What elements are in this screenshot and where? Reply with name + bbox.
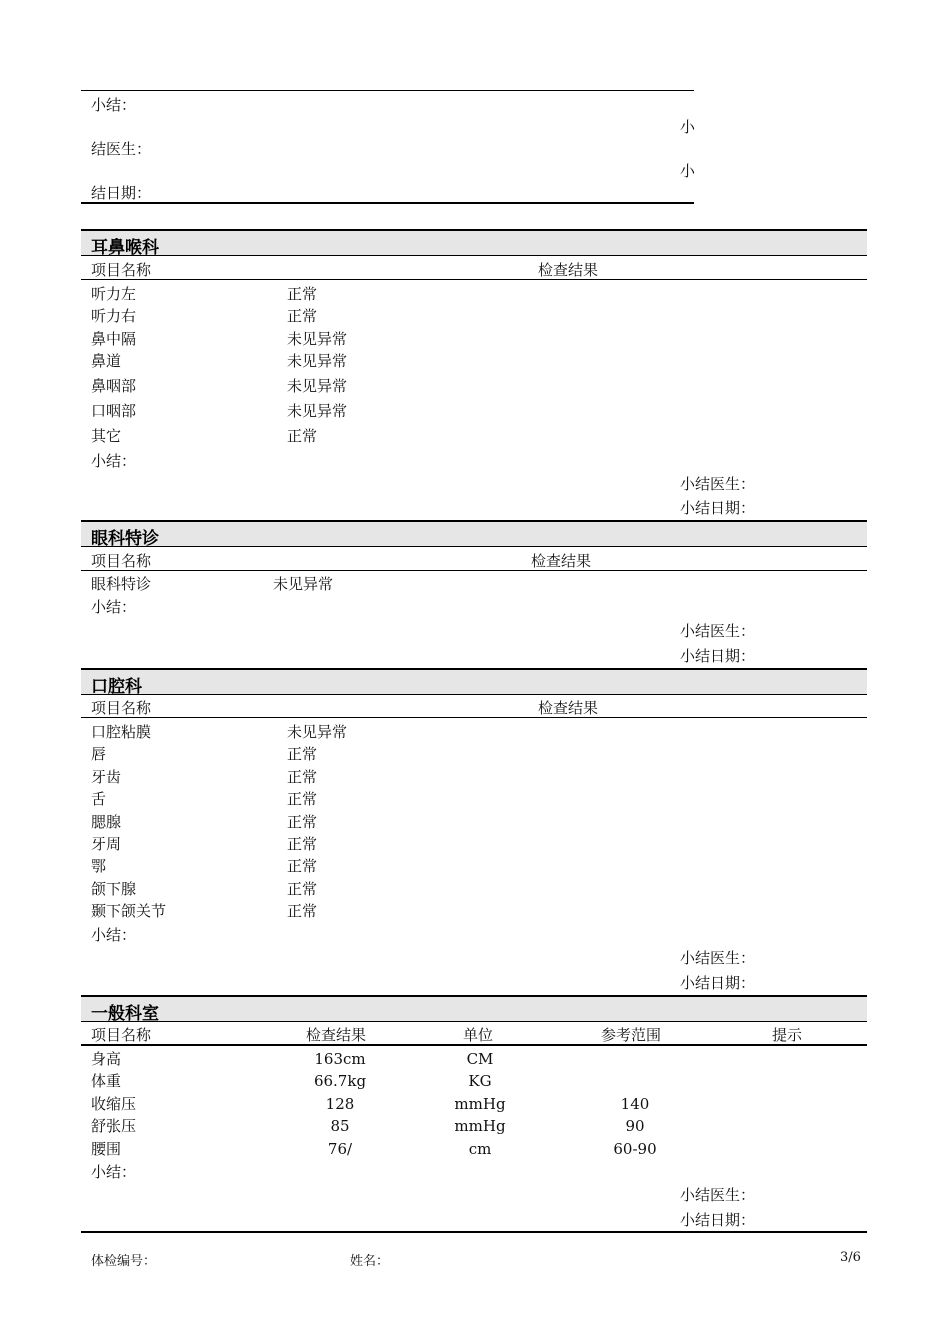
item-name: 口咽部 bbox=[91, 402, 137, 420]
col-result: 检查结果 bbox=[306, 1026, 367, 1044]
col-result: 检查结果 bbox=[538, 699, 599, 717]
top-date-prefix: 小 bbox=[680, 162, 696, 180]
item-result: 66.7kg bbox=[313, 1072, 367, 1090]
item-result: 未见异常 bbox=[287, 377, 348, 395]
top-summary-label: 小结： bbox=[91, 96, 137, 114]
item-result: 正常 bbox=[287, 768, 318, 786]
item-result: 正常 bbox=[287, 857, 318, 875]
item-name: 颌下腺 bbox=[91, 880, 137, 898]
summary-label: 小结： bbox=[91, 1163, 137, 1181]
footer-name-label: 姓名： bbox=[350, 1254, 390, 1269]
item-name: 腰围 bbox=[91, 1140, 122, 1158]
item-result: 未见异常 bbox=[287, 330, 348, 348]
item-result: 正常 bbox=[287, 427, 318, 445]
item-result: 正常 bbox=[287, 790, 318, 808]
item-result: 正常 bbox=[287, 902, 318, 920]
item-unit: mmHg bbox=[454, 1117, 506, 1135]
summary-doctor-label: 小结医生： bbox=[680, 1186, 756, 1204]
column-header-rule bbox=[81, 1044, 867, 1046]
item-name: 收缩压 bbox=[91, 1095, 137, 1113]
item-result: 正常 bbox=[287, 745, 318, 763]
col-reference-range: 参考范围 bbox=[601, 1026, 662, 1044]
item-name: 听力左 bbox=[91, 285, 137, 303]
section-header-eye bbox=[81, 520, 867, 547]
footer-page-number: 3/6 bbox=[840, 1250, 861, 1265]
item-unit: CM bbox=[466, 1050, 494, 1068]
summary-doctor-label: 小结医生： bbox=[680, 622, 756, 640]
summary-label: 小结： bbox=[91, 452, 137, 470]
col-unit: 单位 bbox=[463, 1026, 494, 1044]
item-unit: mmHg bbox=[454, 1095, 506, 1113]
item-result: 85 bbox=[330, 1117, 350, 1135]
item-result: 76/ bbox=[327, 1140, 353, 1158]
item-result: 163cm bbox=[314, 1050, 366, 1068]
item-name: 舌 bbox=[91, 790, 107, 808]
section-title: 一般科室 bbox=[91, 1004, 159, 1024]
item-name: 牙周 bbox=[91, 835, 122, 853]
item-name: 腮腺 bbox=[91, 813, 122, 831]
top-doctor-prefix: 小 bbox=[680, 118, 696, 136]
column-header-rule bbox=[81, 279, 867, 280]
col-item-name: 项目名称 bbox=[91, 699, 152, 717]
item-result: 正常 bbox=[287, 285, 318, 303]
item-name: 鼻中隔 bbox=[91, 330, 137, 348]
item-name: 口腔粘膜 bbox=[91, 723, 152, 741]
summary-label: 小结： bbox=[91, 926, 137, 944]
item-name: 眼科特诊 bbox=[91, 575, 152, 593]
summary-date-label: 小结日期： bbox=[680, 1211, 756, 1229]
item-name: 身高 bbox=[91, 1050, 122, 1068]
item-name: 牙齿 bbox=[91, 768, 122, 786]
item-name: 颞下颌关节 bbox=[91, 902, 167, 920]
item-result: 正常 bbox=[287, 307, 318, 325]
item-result: 正常 bbox=[287, 813, 318, 831]
summary-label: 小结： bbox=[91, 598, 137, 616]
item-reference-range: 140 bbox=[620, 1095, 650, 1113]
item-name: 体重 bbox=[91, 1072, 122, 1090]
top-rule bbox=[81, 90, 694, 91]
col-item-name: 项目名称 bbox=[91, 261, 152, 279]
item-name: 鄂 bbox=[91, 857, 107, 875]
item-reference-range: 90 bbox=[625, 1117, 645, 1135]
item-unit: KG bbox=[468, 1072, 492, 1090]
item-result: 正常 bbox=[287, 880, 318, 898]
item-unit: cm bbox=[468, 1140, 492, 1158]
summary-doctor-label: 小结医生： bbox=[680, 949, 756, 967]
item-name: 舒张压 bbox=[91, 1117, 137, 1135]
item-name: 鼻道 bbox=[91, 352, 122, 370]
column-header-rule bbox=[81, 717, 867, 718]
item-result: 未见异常 bbox=[287, 402, 348, 420]
summary-doctor-label: 小结医生： bbox=[680, 475, 756, 493]
section-title: 眼科特诊 bbox=[91, 529, 159, 549]
column-header-rule bbox=[81, 570, 867, 571]
col-item-name: 项目名称 bbox=[91, 1026, 152, 1044]
section-header-oral bbox=[81, 668, 867, 695]
item-result: 128 bbox=[325, 1095, 355, 1113]
footer-exam-number-label: 体检编号： bbox=[91, 1254, 157, 1269]
item-name: 唇 bbox=[91, 745, 107, 763]
section-title: 耳鼻喉科 bbox=[91, 238, 159, 258]
item-name: 鼻咽部 bbox=[91, 377, 137, 395]
item-result: 未见异常 bbox=[287, 352, 348, 370]
top-date-label: 结日期： bbox=[91, 184, 152, 202]
top-doctor-label: 结医生： bbox=[91, 140, 152, 158]
col-hint: 提示 bbox=[772, 1026, 803, 1044]
general-bottom-rule bbox=[81, 1231, 867, 1233]
col-result: 检查结果 bbox=[531, 552, 592, 570]
item-result: 正常 bbox=[287, 835, 318, 853]
col-result: 检查结果 bbox=[538, 261, 599, 279]
item-result: 未见异常 bbox=[287, 723, 348, 741]
item-name: 听力右 bbox=[91, 307, 137, 325]
summary-date-label: 小结日期： bbox=[680, 647, 756, 665]
section-header-general bbox=[81, 995, 867, 1022]
item-name: 其它 bbox=[91, 427, 122, 445]
col-item-name: 项目名称 bbox=[91, 552, 152, 570]
summary-date-label: 小结日期： bbox=[680, 974, 756, 992]
section-header-ent bbox=[81, 229, 867, 256]
item-reference-range: 60-90 bbox=[613, 1140, 657, 1158]
summary-date-label: 小结日期： bbox=[680, 499, 756, 517]
item-result: 未见异常 bbox=[273, 575, 334, 593]
section-title: 口腔科 bbox=[91, 677, 142, 697]
top-bottom-rule bbox=[81, 202, 694, 204]
